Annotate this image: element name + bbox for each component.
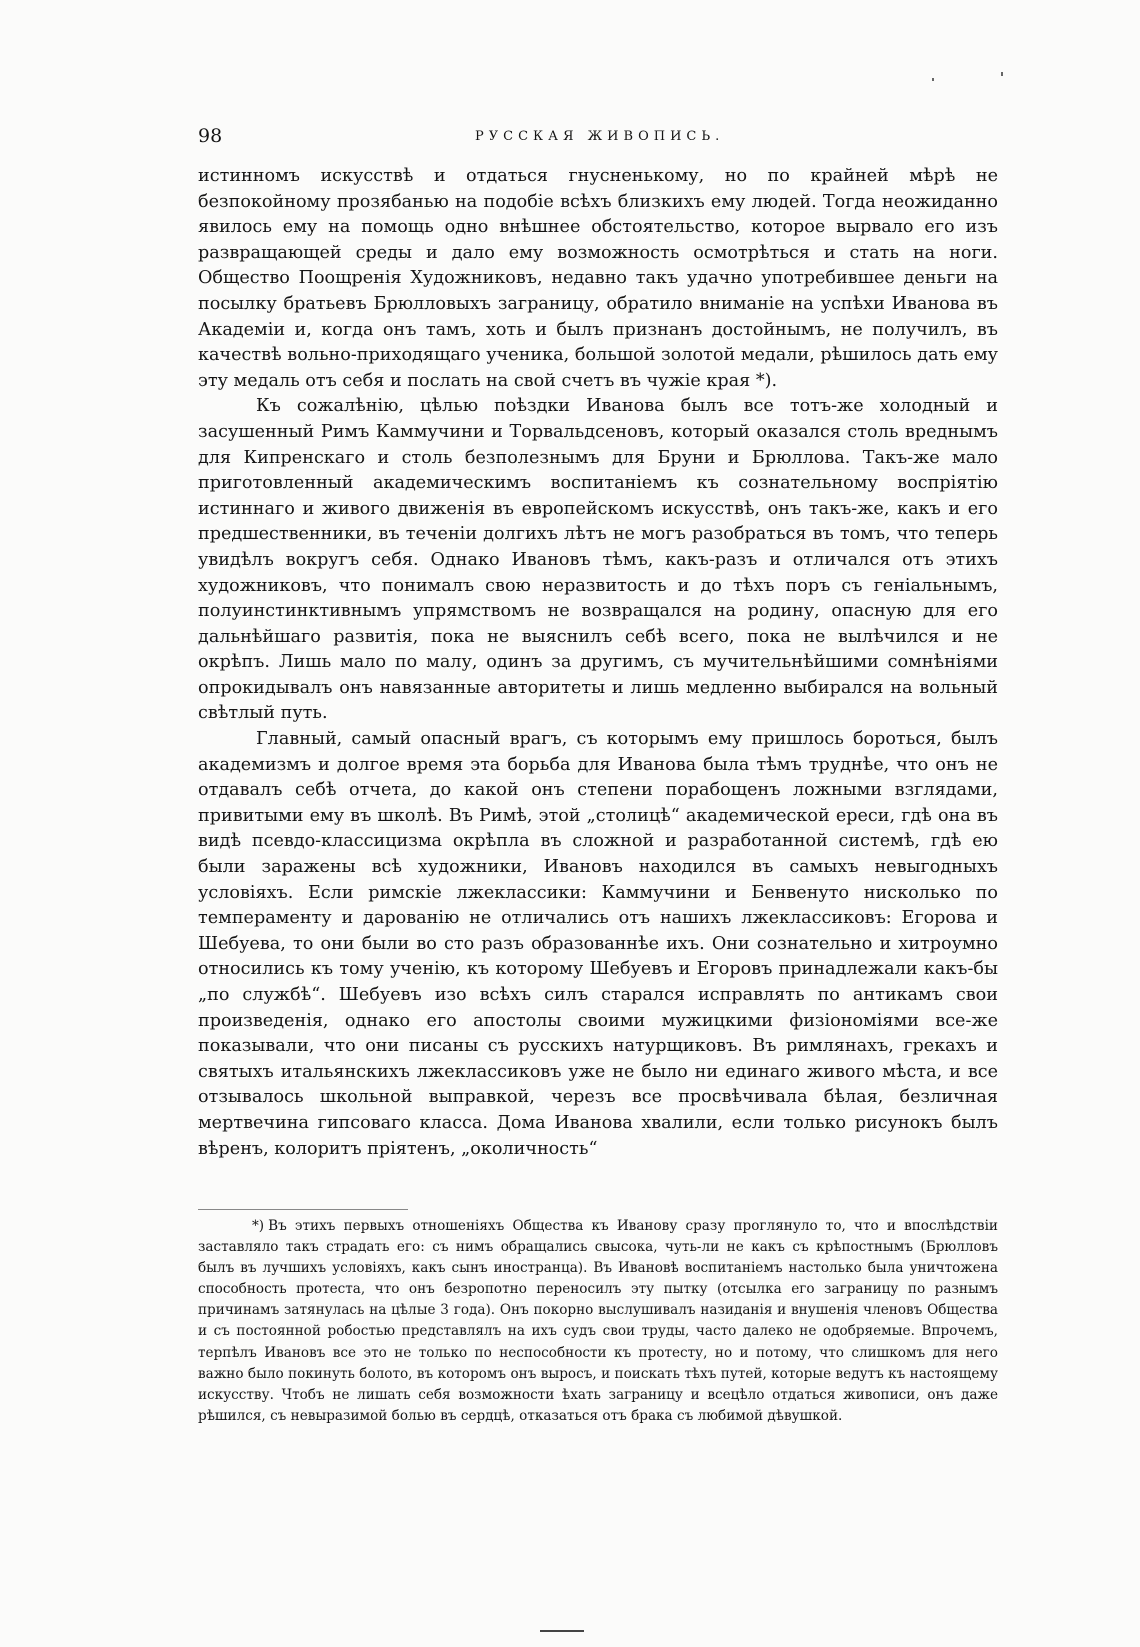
- footnote-text: Въ этихъ первыхъ отношеніяхъ Общества къ Иванову сразу проглянуло то, что и впослѣдствіи заставляло такъ страдать его: съ нимъ обращались свысока, чуть-ли не какъ съ крѣпостнымъ (Брюлловъ былъ въ лучшихъ условіяхъ, какъ сынъ иностранца). Въ Ивановѣ воспитаніемъ настолько была уничтожена способность протеста, что онъ безропотно переносилъ эту пытку (отсылка его заграницу по разнымъ причинамъ затянулась на цѣлые 3 года). Онъ покорно выслушивалъ назиданія и внушенія членовъ Общества и съ постоянной робостью представлялъ на ихъ судъ свои труды, часто далеко не одобряемые. Впрочемъ, терпѣлъ Ивановъ все это не только по неспособности къ протесту, но и потому, что слишкомъ для него важно было покинуть болото, въ которомъ онъ выросъ, и поискать тѣхъ путей, которые ведутъ къ настоящему искусству. Чтобъ не лишать себя возможности ѣхать заграницу и всецѣло отдаться живописи, онъ даже рѣшился, съ невыразимой болью въ сердцѣ, отказаться отъ брака съ любимой дѣвушкой.: [198, 1218, 998, 1424]
- footnote-divider: [198, 1209, 408, 1210]
- footnote: [198, 1216, 998, 1427]
- footnote-marker: *): [252, 1218, 265, 1234]
- main-text: [198, 164, 998, 1162]
- scan-speck: [1001, 72, 1003, 76]
- bottom-mark: [540, 1630, 584, 1632]
- paragraph: истинномъ искусствѣ и отдаться гнусненькому, но по крайней мѣрѣ не безпокойному прозябанью на подобіе всѣхъ близкихъ ему людей. Тогда неожиданно явилось ему на помощь одно внѣшнее обстоятельство, которое вырвало его изъ развращающей среды и дало ему возможность осмотрѣться и стать на ноги. Общество Поощренія Художниковъ, недавно такъ удачно употребившее деньги на посылку братьевъ Брюлловыхъ заграницу, обратило вниманіе на успѣхи Иванова въ Академіи и, когда онъ тамъ, хоть и былъ признанъ достойнымъ, не получилъ, въ качествѣ вольно-приходящаго ученика, большой золотой медали, рѣшилось дать ему эту медаль отъ себя и послать на свой счетъ въ чужіе края *).: [198, 166, 998, 391]
- paragraph: Главный, самый опасный врагъ, съ которымъ ему пришлось бороться, былъ академизмъ и долгое время эта борьба для Иванова была тѣмъ труднѣе, что онъ не отдавалъ себѣ отчета, до какой онъ степени порабощенъ ложными взглядами, привитыми ему въ школѣ. Въ Римѣ, этой „столицѣ“ академической ереси, гдѣ она въ видѣ псевдо-классицизма окрѣпла въ сложной и разработанной системѣ, гдѣ ею были заражены всѣ художники, Ивановъ находился въ самыхъ невыгодныхъ условіяхъ. Если римскіе лжеклассики: Каммучини и Бенвенуто нисколько по темпераменту и дарованію не отличались отъ нашихъ лжеклассиковъ: Егорова и Шебуева, то они были во сто разъ образованнѣе ихъ. Они сознательно и хитроумно относились къ тому ученію, къ которому Шебуевъ и Егоровъ принадлежали какъ-бы „по службѣ“. Шебуевъ изо всѣхъ силъ старался исправлять по антикамъ свои произведенія, однако его апостолы своими мужицкими физіономіями все-же показывали, что они писаны съ русскихъ натурщиковъ. Въ римлянахъ, грекахъ и святыхъ итальянскихъ лжеклассиковъ уже не было ни единаго живого мѣста, и все отзывалось школьной выправкой, черезъ все просвѣчивала бѣлая, безличная мертвечина гипсоваго класса. Дома Иванова хвалили, если только рисунокъ былъ вѣренъ, колоритъ пріятенъ, „околичность“: [198, 729, 998, 1159]
- page-number: 98: [198, 125, 223, 147]
- paragraph: Къ сожалѣнію, цѣлью поѣздки Иванова былъ все тотъ-же холодный и засушенный Римъ Каммучини и Торвальдсеновъ, который оказался столь вреднымъ для Кипренскаго и столь безполезнымъ для Бруни и Брюллова. Такъ-же мало приготовленный академическимъ воспитаніемъ къ сознательному воспріятію истиннаго и живого движенія въ европейскомъ искусствѣ, онъ такъ-же, какъ и его предшественники, въ теченіи долгихъ лѣтъ не могъ разобраться въ томъ, что теперь увидѣлъ вокругъ себя. Однако Ивановъ тѣмъ, какъ-разъ и отличался отъ этихъ художниковъ, что понималъ свою неразвитость и до тѣхъ поръ съ геніальнымъ, полуинстинктивнымъ упрямствомъ не возвращался на родину, опасную для его дальнѣйшаго развитія, пока не выяснилъ себѣ всего, пока не вылѣчился и не окрѣпъ. Лишь мало по малу, одинъ за другимъ, съ мучительнѣйшими сомнѣніями опрокидывалъ онъ навязанные авторитеты и лишь медленно выбирался на вольный свѣтлый путь.: [198, 396, 998, 724]
- scan-speck: [932, 78, 934, 81]
- running-title: РУССКАЯ ЖИВОПИСЬ.: [475, 129, 725, 144]
